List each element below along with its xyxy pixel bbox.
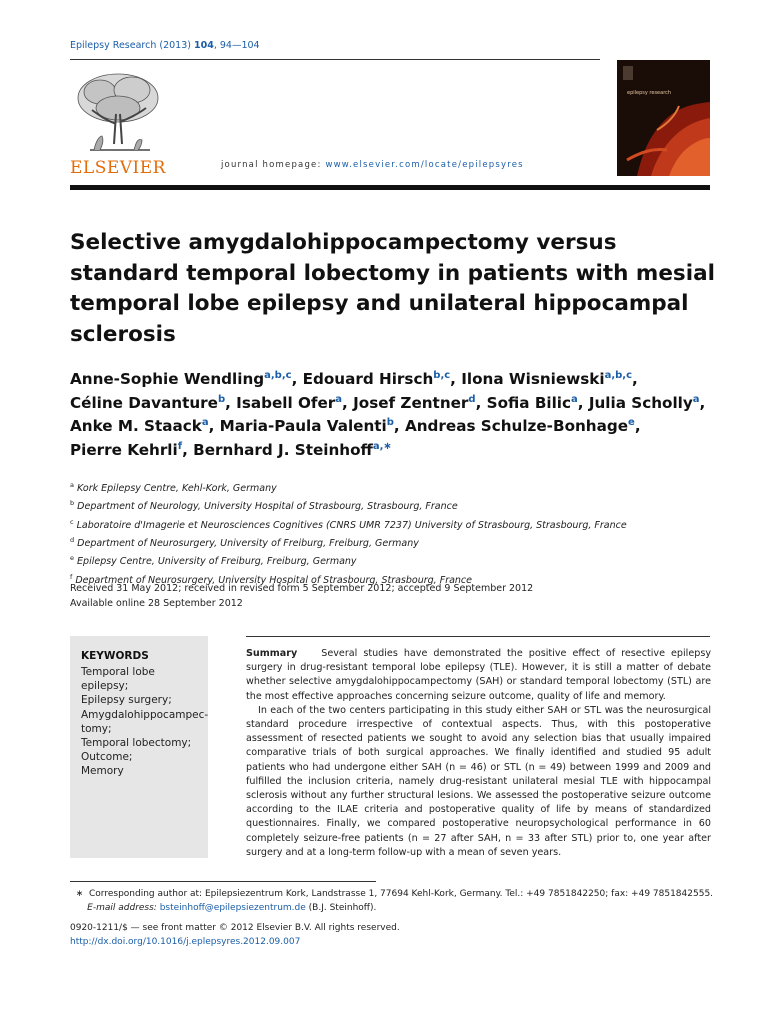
author-email-link[interactable]: bsteinhoff@epilepsiezentrum.de (159, 903, 306, 913)
keyword-item: epilepsy; (81, 680, 129, 693)
affiliation-key: a (70, 481, 74, 489)
affiliation-key: c (70, 517, 74, 526)
author-name[interactable]: Edouard Hirsch (302, 370, 434, 389)
author-affiliation-marker[interactable]: a,b,c (264, 370, 292, 381)
summary-abstract (246, 647, 711, 860)
affiliation-text: Department of Neurosurgery, University Hospital of Strasbourg, Strasbourg, France (75, 574, 473, 586)
journal-citation[interactable]: Epilepsy Research (2013) 104, 94—104 (70, 40, 260, 51)
author-affiliation-marker[interactable]: a (201, 417, 209, 429)
journal-homepage-link[interactable]: www.elsevier.com/locate/epilepsyres (325, 160, 524, 170)
author-name[interactable]: Céline Davanture (70, 393, 218, 412)
affiliation-list (70, 478, 627, 588)
author-affiliation-marker[interactable]: a,∗ (372, 440, 392, 452)
summary-label: Summary (246, 648, 298, 659)
author-name[interactable]: Anne-Sophie Wendling (70, 370, 265, 389)
summary-paragraph-1: Summary Several studies have demonstrated the positive effect of resective epilepsy surgery in drug-resistant temporal lobe epilepsy (TLE). However, it is still a matter of debate whether selective amygdalohippocampectomy (SAH) or standard temporal lobectomy (STL) are the most effective approaches concerning seizure outcome, quality of life and memory. (246, 648, 711, 702)
journal-cover-image[interactable] (617, 60, 710, 176)
author-affiliation-marker[interactable]: e (628, 417, 635, 429)
cover-artwork (617, 60, 710, 176)
copyright-line: 0920-1211/$ — see front matter © 2012 Elsevier B.V. All rights reserved. (70, 923, 400, 933)
cover-title: epilepsy research (627, 90, 672, 96)
affiliation-item (70, 478, 627, 496)
author-name[interactable]: Andreas Schulze-Bonhage (404, 417, 629, 436)
keyword-item: Memory (81, 765, 124, 778)
author-name[interactable]: Maria-Paula Valenti (219, 417, 387, 436)
author-affiliation-marker[interactable]: f (177, 440, 183, 452)
journal-homepage: journal homepage: www.elsevier.com/locate/epilepsyres (221, 160, 524, 170)
corresponding-author-footnote: ∗ Corresponding author at: Epilepsiezentrum Kork, Landstrasse 1, 77694 Kehl-Kork, Germany. Tel.: +49 7851842250; fax: +49 7851842555. E-mail address: bsteinhoff@epilepsiezentrum.de (B.J. Steinhoff). (75, 889, 714, 913)
affiliation-text: Kork Epilepsy Centre, Kehl-Kork, Germany (77, 483, 277, 495)
keyword-list (81, 665, 208, 779)
footnote-rule (70, 881, 376, 882)
author-affiliation-marker[interactable]: a (335, 393, 343, 405)
affiliation-item (70, 551, 627, 569)
author-name[interactable]: Josef Zentner (353, 393, 469, 412)
received-dates: Received 31 May 2012; received in revised form 5 September 2012; accepted 9 September 2012 (70, 583, 534, 594)
author-name[interactable]: Julia Scholly (588, 393, 693, 412)
author-affiliation-marker[interactable]: a,b,c (604, 370, 633, 381)
summary-rule (246, 636, 710, 637)
keywords-heading: KEYWORDS (81, 650, 149, 662)
affiliation-item (70, 533, 627, 551)
author-affiliation-marker[interactable]: d (468, 393, 476, 405)
article-history (70, 582, 533, 611)
article-title: Selective amygdalohippocampectomy versus standard temporal lobectomy in patients with mesial temporal lobe epilepsy and unilateral hippocampal sclerosis (70, 230, 715, 347)
header-rule (70, 59, 600, 60)
author-list: Anne-Sophie Wendling$^{a,b,c}$, Edouard Hirsch$^{b,c}$, Ilona Wisniewski$^{a,b,c}$, Céline Davanture$^b$, Isabell Ofer$^a$, Josef Zentner$^d$, Sofia Bilic$^a$, Julia Scholly$^a$, Anke M. Staack$^a$, Maria-Paula Valenti$^b$, Andreas Schulze-Bonhage$^e$, Pierre Kehrli$^f$, Bernhard J. Steinhoff$^{a,∗}$ (70, 370, 706, 459)
available-online-date: Available online 28 September 2012 (70, 597, 243, 609)
author-name[interactable]: Anke M. Staack (70, 417, 202, 436)
author-affiliation-marker[interactable]: a (692, 393, 700, 405)
keyword-item: Temporal lobe (81, 666, 155, 678)
affiliation-key: b (70, 499, 75, 508)
keyword-item: tomy; (81, 722, 112, 735)
keyword-item: Amygdalohippocampec- (81, 708, 209, 721)
copyright-block (70, 921, 400, 949)
keyword-item: Epilepsy surgery; (81, 694, 172, 707)
author-name[interactable]: Isabell Ofer (236, 393, 336, 412)
elsevier-wordmark: ELSEVIER (70, 158, 166, 178)
affiliation-text: Laboratoire d'Imagerie et Neurosciences Cognitives (CNRS UMR 7237) University of Strasbourg, Strasbourg, France (76, 519, 627, 531)
author-name[interactable]: Sofia Bilic (486, 393, 572, 412)
author-affiliation-marker[interactable]: a (571, 393, 578, 405)
affiliation-key: f (70, 572, 73, 581)
doi-link[interactable]: http://dx.doi.org/10.1016/j.eplepsyres.2012.09.007 (70, 937, 301, 947)
affiliation-item (70, 515, 627, 533)
affiliation-text: Department of Neurology, University Hospital of Strasbourg, Strasbourg, France (77, 501, 458, 513)
elsevier-tree-logo (70, 70, 166, 156)
author-affiliation-marker[interactable]: b (217, 393, 226, 405)
author-affiliation-marker[interactable]: b (386, 417, 394, 429)
header-thick-rule (70, 185, 710, 190)
affiliation-item (70, 496, 627, 514)
affiliation-key: e (70, 554, 74, 563)
author-name[interactable]: Pierre Kehrli (70, 440, 178, 459)
summary-paragraph-2: In each of the two centers participating in this study either SAH or STL was the neurosurgical standard procedure irrespective of contextual aspects. Thus, with this postoperative assessment of resected patients we sought to avoid any selection bias that usually impaired comparative trials of both surgical approaches. We finally identified and studied 95 adult patients who had undergone either SAH (n = 46) or STL (n = 49) between 1999 and 2009 and fulfilled the inclusion criteria, namely drug-resistant unilateral mesial TLE with hippocampal sclerosis without any further structural lesions. We assessed the postoperative seizure outcome according to the ILAE criteria and postoperative quality of life by means of standardized questionnaires. Finally, we compared postoperative neuropsychological performance in 60 completely seizure-free patients (n = 27 after SAH, n = 33 after STL) prior to, one year after surgery and at a long-term follow-up with a mean of seven years. (246, 704, 711, 858)
keyword-item: Outcome; (81, 751, 133, 764)
affiliation-text: Epilepsy Centre, University of Freiburg, Freiburg, Germany (77, 556, 357, 568)
affiliation-text: Department of Neurosurgery, University of Freiburg, Freiburg, Germany (77, 538, 419, 550)
author-name[interactable]: Ilona Wisniewski (461, 370, 605, 389)
keyword-item: Temporal lobectomy; (81, 737, 192, 750)
author-name[interactable]: Bernhard J. Steinhoff (193, 440, 373, 459)
author-affiliation-marker[interactable]: b,c (433, 370, 451, 381)
affiliation-key: d (70, 536, 75, 545)
